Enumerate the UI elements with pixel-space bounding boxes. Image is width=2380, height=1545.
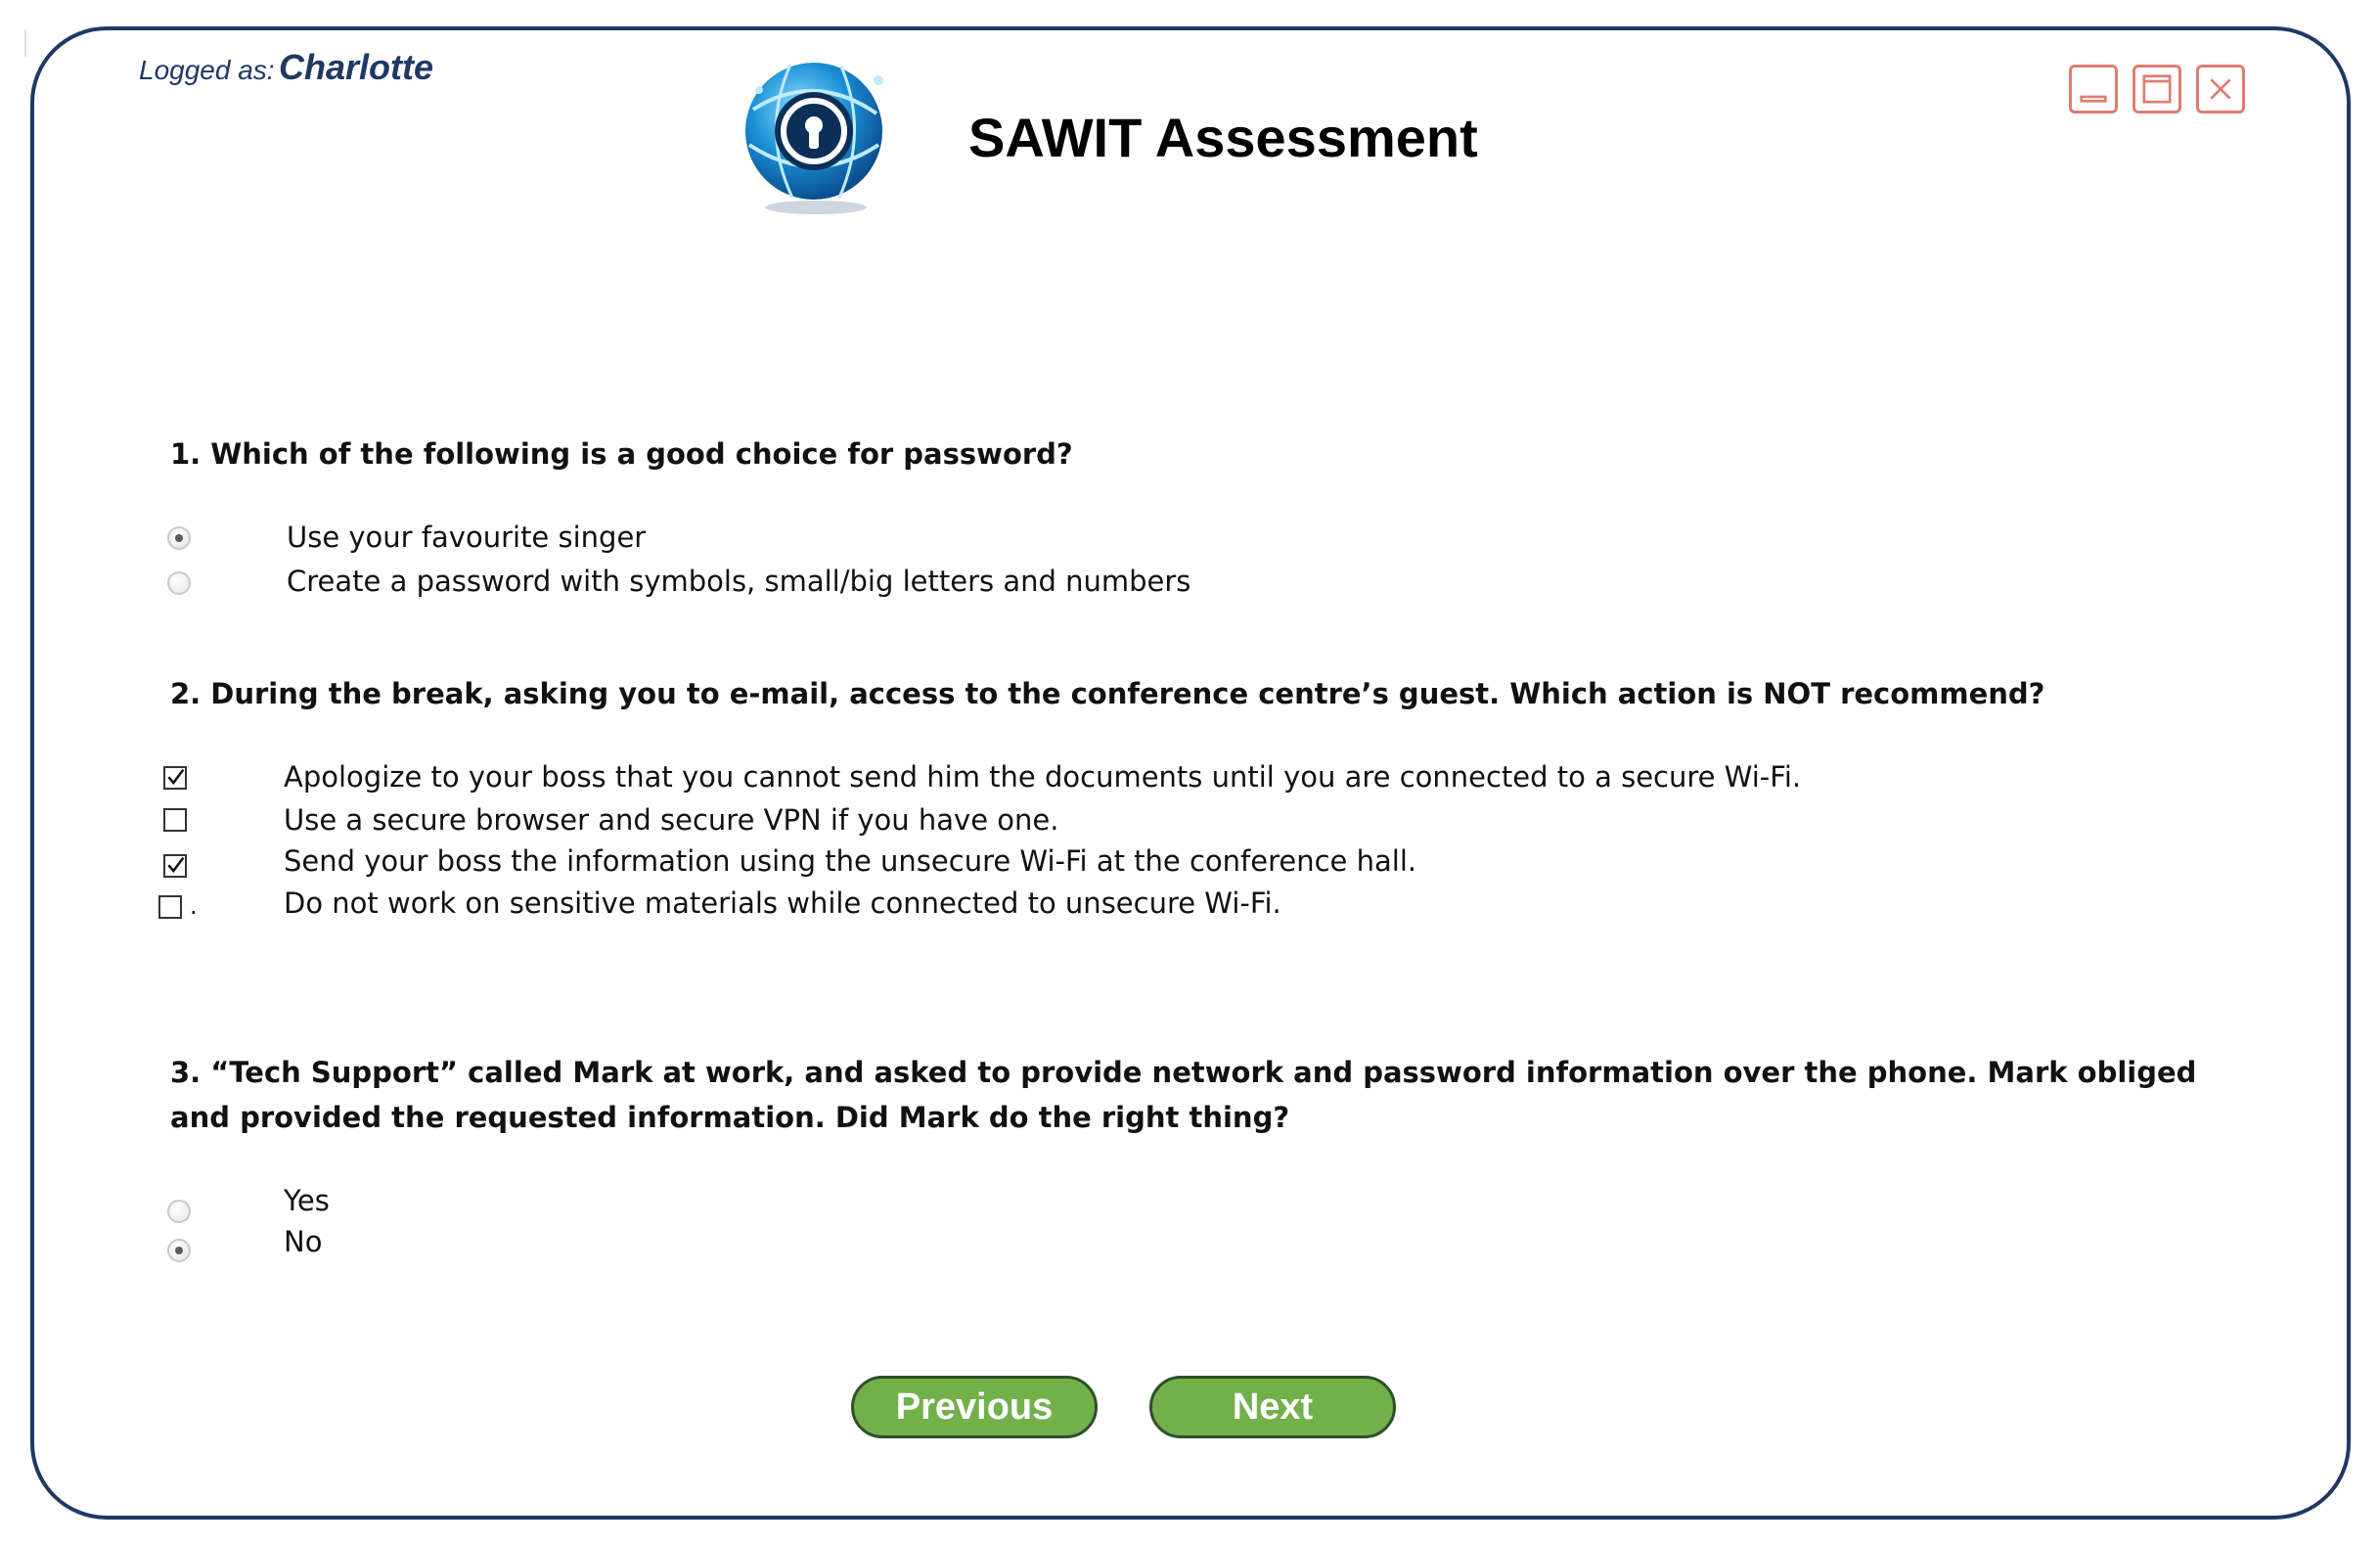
logged-user-name: Charlotte	[279, 47, 434, 87]
q3-option-yes-label: Yes	[284, 1184, 330, 1217]
q3-option-yes-radio[interactable]	[167, 1200, 191, 1223]
maximize-button[interactable]	[2133, 65, 2181, 114]
q2-option-3-checkbox[interactable]	[163, 854, 187, 878]
q1-option-1-radio[interactable]	[167, 526, 191, 550]
q2-option-1-label: Apologize to your boss that you cannot send him the documents until you are connected to a secure Wi-Fi.	[284, 760, 1802, 794]
q2-option-3-label: Send your boss the information using the unsecure Wi-Fi at the conference hall.	[284, 844, 1417, 878]
q1-option-2-radio[interactable]	[167, 571, 191, 595]
q2-option-4-checkbox[interactable]	[158, 895, 182, 919]
next-button[interactable]: Next	[1149, 1376, 1396, 1438]
q2-option-2-label: Use a secure browser and secure VPN if you have one.	[284, 803, 1059, 837]
checkmark-icon	[160, 897, 180, 917]
question-1-text: 1. Which of the following is a good choice for password?	[170, 437, 1073, 471]
q3-option-no-radio[interactable]	[167, 1239, 191, 1262]
cyber-security-globe-lock-icon	[732, 51, 898, 217]
page-title: SAWIT Assessment	[968, 107, 1478, 168]
q2-option-2-checkbox[interactable]	[163, 808, 187, 832]
logged-as-label: Logged as:	[139, 55, 275, 85]
q2-option-4-label: Do not work on sensitive materials while connected to unsecure Wi-Fi.	[284, 886, 1281, 920]
q3-option-no-label: No	[284, 1225, 323, 1258]
minimize-button[interactable]	[2069, 65, 2118, 114]
checkmark-icon	[165, 768, 185, 788]
q1-option-2-label: Create a password with symbols, small/big letters and numbers	[287, 565, 1191, 598]
q2-option-1-checkbox[interactable]	[163, 766, 187, 790]
stray-dot: .	[190, 892, 198, 920]
question-2-text: 2. During the break, asking you to e-mail, access to the conference centre’s guest. Which action is NOT recommend?	[170, 677, 2045, 710]
close-button[interactable]	[2196, 65, 2245, 114]
logged-as-indicator	[139, 47, 433, 88]
minimize-icon	[2072, 68, 2115, 111]
q1-option-1-label: Use your favourite singer	[287, 521, 647, 554]
checkmark-icon	[165, 856, 185, 876]
previous-button[interactable]: Previous	[851, 1376, 1098, 1438]
question-3-text: 3. “Tech Support” called Mark at work, and asked to provide network and password information over the phone. Mark obliged and provided the requested information. Did Mark do the right thing?	[170, 1056, 2197, 1134]
maximize-icon	[2135, 68, 2178, 111]
close-icon	[2199, 68, 2242, 111]
checkmark-icon	[165, 810, 185, 830]
edge-mark	[24, 29, 26, 57]
